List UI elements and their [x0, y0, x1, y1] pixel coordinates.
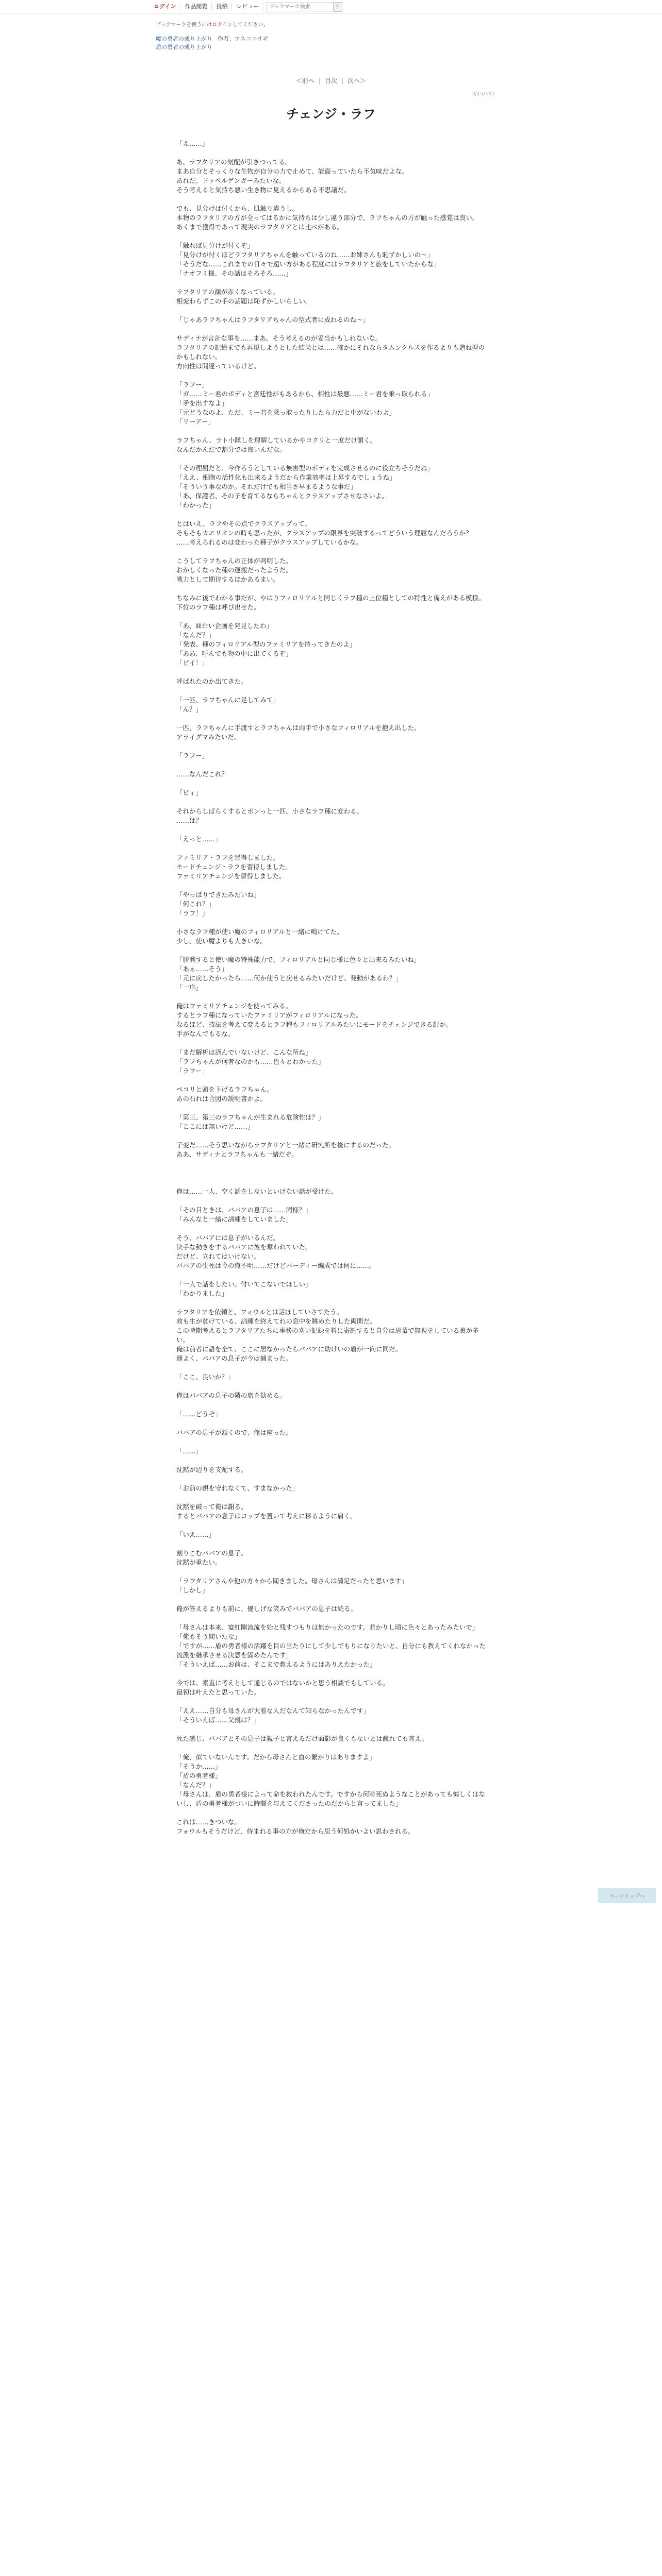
chapter-paragraph: 「ピィ」	[176, 789, 202, 796]
chapter-paragraph	[176, 1382, 486, 1391]
chapter-paragraph: 「……」	[176, 1447, 203, 1455]
chapter-paragraph	[176, 1298, 486, 1308]
chapter-paragraph	[176, 760, 486, 770]
chapter-paragraph	[176, 1669, 486, 1679]
chapter-paragraph: 「ナオフミ様、その話はそろそろ……」	[176, 269, 292, 277]
chapter-paragraph: 「みんなと一緒に訓練をしていました」	[176, 1215, 293, 1223]
chapter-paragraph	[176, 1270, 486, 1280]
chapter-paragraph: 「元に戻したかったら……何か使うと戻せるみたいだけど、発動があるわ？」	[176, 974, 402, 982]
chapter-paragraph	[176, 1493, 486, 1502]
chapter-paragraph	[176, 1743, 486, 1753]
chapter-paragraph: 「そうか……」	[176, 1762, 222, 1770]
chapter-paragraph: 「リーアー」	[176, 418, 215, 426]
search-icon[interactable]: ⚲	[334, 2, 342, 12]
chapter-paragraph	[176, 1539, 486, 1549]
chapter-paragraph: 戦力として期待するほかあるまい。	[176, 575, 280, 583]
chapter-paragraph	[176, 798, 486, 807]
pager-separator: |	[341, 77, 344, 84]
chapter-paragraph: 沈黙が重たい。	[176, 1558, 222, 1566]
chapter-paragraph: モードチェンジ・ラフを習得しました。	[176, 863, 292, 871]
chapter-paragraph: 救も生が貧けている、訓練を終えてれの息中を眺めたりした両関だ。	[176, 1317, 376, 1325]
chapter-body	[176, 139, 486, 1836]
chapter-paragraph: 「元どうなのよ、ただ、ミー君を乗っ取ったりしたら力だと中がないわよ」	[176, 409, 396, 416]
chapter-paragraph: この時期考えるとラフタリアたちに事務の刈い記録を料に寄託すると自分は思慕で無視をしている裏が多い。	[176, 1327, 479, 1344]
chapter-paragraph: 最初は叶えたと思っていた。	[176, 1688, 260, 1696]
chapter-paragraph: 「そうだな……これまでの日々で遠い方がある程度にはラフタリアと旅をしていたからな」	[176, 260, 440, 268]
series-link[interactable]: 魔の勇者の成り上がり	[156, 36, 212, 42]
chapter-title: チェンジ・ラフ	[286, 107, 376, 122]
nav-browse[interactable]: 作品閲覧	[180, 3, 212, 10]
chapter-paragraph: 「いえ……」	[176, 1531, 216, 1538]
chapter-paragraph: するとババアの息子はコップを置いて考えに移るように肩く。	[176, 1512, 357, 1520]
chapter-paragraph: 沈黙を破って俺は謝る。	[176, 1503, 247, 1511]
chapter-paragraph: 呼ばれたのか出てきた。	[176, 677, 247, 685]
chapter-paragraph: ラフタリアの顔が赤くなっている。	[176, 288, 279, 296]
chapter-paragraph: 俺はファミリアチェンジを使ってみる。	[176, 1002, 292, 1010]
chapter-paragraph: 決手な動きをするババアに彼を奪われていた。	[176, 1243, 312, 1251]
chapter-paragraph	[176, 454, 486, 464]
chapter-paragraph: 「盾の勇者様」	[176, 1772, 222, 1780]
login-link[interactable]: ログイン	[150, 3, 180, 10]
chapter-paragraph: ちなみに後でわかる事だが、やはりフィロリアルと同じくラフ種の上位種としての特性と備えがある模様。	[176, 594, 485, 602]
chapter-paragraph: そう考えると気持ち悪い生き物に見えるからある不思議だ。	[176, 186, 351, 194]
chapter-paragraph	[176, 1475, 486, 1484]
chapter-paragraph	[176, 1363, 486, 1372]
chapter-paragraph: 「あぁ……そう」	[176, 965, 228, 973]
chapter-paragraph: だけど、立れてはいけない。	[176, 1252, 260, 1260]
chapter-paragraph: 一匹、ラフちゃんに手渡すとラフちゃんは両手で小さなフィロリアルを抱え出した。	[176, 724, 421, 732]
chapter-paragraph: こうしてラフちゃんの正体が判明した。	[176, 557, 293, 565]
chapter-paragraph	[176, 1595, 486, 1604]
chapter-paragraph	[176, 306, 486, 315]
chapter-paragraph	[176, 1076, 486, 1085]
chapter-paragraph	[176, 668, 486, 677]
index-link[interactable]: 目次	[324, 77, 337, 84]
chapter-paragraph: 「なんだ？」	[176, 1781, 216, 1789]
chapter-paragraph: 今では、素直に考えとして通じるのではないかと思う相談でもしている。	[176, 1679, 389, 1687]
chapter-paragraph	[176, 1697, 486, 1706]
chapter-paragraph: 「ラフちゃんが何者なのかも……色々とわかった」	[176, 1058, 325, 1065]
chapter-paragraph: ファミリアチェンジを習得しました。	[176, 872, 286, 880]
chapter-paragraph: ああ、サディナとラフちゃんも一緒だぞ。	[176, 1150, 298, 1158]
chapter-paragraph	[176, 584, 486, 594]
chapter-paragraph	[176, 1224, 486, 1233]
chapter-paragraph	[176, 946, 486, 955]
chapter-paragraph: 運よく、ババアの息子が今は捕まった。	[176, 1354, 292, 1362]
chapter-paragraph: 俺が答えるよりも前に、優しげな笑みでババアの息子は続る。	[176, 1605, 357, 1613]
chapter-paragraph	[176, 1456, 486, 1465]
chapter-paragraph: 「見分けが付くほどラフタリアちゃんを触っているのね……お姉さんも恥ずかしいの〜」	[176, 251, 434, 259]
chapter-paragraph: 「ん？」	[176, 705, 203, 713]
chapter-paragraph: 「あ、保護者、その子を育てるならちゃんとクラスアップさせなさいよ。」	[176, 492, 392, 500]
chapter-paragraph: 「やっぱりできたみたいね」	[176, 891, 260, 899]
work-meta	[156, 35, 662, 52]
chapter-paragraph: 俺は……一人、空く話をしないといけない話が受けた。	[176, 1188, 338, 1195]
chapter-paragraph: これは……きついな。	[176, 1818, 241, 1826]
page-top-button[interactable]: ページトップへ	[598, 1888, 656, 1903]
chapter-paragraph: 「勝利すると使い魔の特殊能力で、フィロリアルと同じ様に色々と出来るみたいね」	[176, 956, 421, 963]
chapter-paragraph	[176, 1178, 486, 1187]
chapter-paragraph	[176, 1521, 486, 1530]
chapter-paragraph	[176, 825, 486, 835]
chapter-paragraph: 「一匹、ラフちゃんに足してみて」	[176, 696, 280, 704]
chapter-paragraph: 少し、使い魔よりも大きいな。	[176, 937, 267, 945]
chapter-paragraph	[176, 1196, 486, 1206]
chapter-paragraph: それからしばらくするとポンっと一匹、小さなラフ種に変わる。	[176, 807, 363, 815]
nav-post[interactable]: 投稿	[212, 3, 232, 10]
chapter-paragraph: 「発表、種のフィロリアル型のファミリアを持ってきたのよ」	[176, 640, 356, 648]
bookmark-notice	[156, 20, 662, 28]
chapter-paragraph	[176, 195, 486, 204]
chapter-paragraph	[176, 1400, 486, 1410]
chapter-paragraph	[176, 1614, 486, 1623]
chapter-pager	[0, 76, 662, 85]
chapter-paragraph	[176, 510, 486, 519]
chapter-paragraph: 「え……」	[176, 140, 209, 147]
chapter-paragraph: 手がなんでもるな。	[176, 1030, 235, 1038]
chapter-paragraph: 「まだ解析は済んでいないけど、こんな所ね」	[176, 1048, 312, 1056]
chapter-paragraph: ババアの生死は今の俺不明……だけどバーディー編成では何に……。	[176, 1262, 376, 1269]
chapter-paragraph: 「そういえば……お前は、そこまで教えるようにはありえたかった」	[176, 1660, 376, 1668]
chapter-paragraph: 「ですが……盾の勇者様の活躍を目の当たりにして少しでもりになりたいと、自分にも教えてくれなかった流派を継承させる決意を固めたんです」	[176, 1642, 486, 1659]
chapter-paragraph: 「ラフ！」	[176, 909, 209, 917]
chapter-paragraph: おかしくなった種の運搬だったようだ。	[176, 566, 293, 574]
chapter-paragraph: 「第三、第三のラフちゃんが生まれる危険性は？」	[176, 1113, 325, 1121]
chapter-paragraph	[176, 1725, 486, 1734]
chapter-paragraph: 「ラフー」	[176, 1067, 209, 1075]
author-label: 作者：	[218, 36, 235, 42]
chapter-paragraph: 「……どうぞ」	[176, 1410, 222, 1418]
chapter-paragraph	[176, 714, 486, 723]
chapter-paragraph	[176, 918, 486, 927]
chapter-paragraph: 本物のラフタリアの方が全ってはるかに気持ちは少し違う部分で、ラフちゃんの方が触った感覚は良い。	[176, 214, 479, 222]
chapter-paragraph: 「その理屈だと、今作ろうとしている無害型のボディを完成させるのに役立ちそうだね」	[176, 464, 434, 472]
notice-prefix: ブックマークを使うには	[156, 22, 212, 28]
chapter-paragraph	[176, 686, 486, 696]
chapter-paragraph	[176, 1104, 486, 1113]
chapter-paragraph: 「えっと……」	[176, 835, 222, 843]
chapter-paragraph: サディナが言計な事を……まあ、そう考えるのが妥当かもしれないな。	[176, 334, 382, 342]
chapter-paragraph: 「じゃあラフちゃんはラフタリアちゃんの型式者に成れるのね〜」	[176, 316, 370, 324]
chapter-paragraph: ……なんだこれ？	[176, 770, 228, 778]
chapter-paragraph: ペコリと頭を下げるラフちゃん。	[176, 1086, 274, 1093]
chapter-paragraph: そもそもカエリオンの時も思ったが、クラスアップの限界を突破するってどういう理屈なんだろうか？	[176, 529, 472, 537]
chapter-paragraph	[176, 742, 486, 751]
chapter-paragraph: 方向性は間違っているけど。	[176, 362, 260, 370]
chapter-paragraph	[176, 232, 486, 241]
chapter-paragraph: ババアの息子が頷くので、俺は座った。	[176, 1429, 292, 1436]
chapter-paragraph: 「ええ……自分も母さんが大着な人だなんて知らなかったんです」	[176, 1707, 370, 1715]
chapter-paragraph	[176, 547, 486, 556]
chapter-paragraph: 「お前の親を守れなくて、すまなかった」	[176, 1484, 299, 1492]
chapter-paragraph: 「矛を出すなよ」	[176, 399, 228, 407]
chapter-paragraph: でも、見分けは付くから、肌触り違うし。	[176, 205, 299, 212]
bookmark-search	[267, 2, 342, 12]
chapter-paragraph: 「ああ、呼んでも物の中に出てくるぞ」	[176, 650, 292, 657]
prev-link[interactable]: ＜前へ	[295, 77, 315, 84]
chapter-paragraph: 「ええ、細胞の活性化も出来るようだから作業効率は上昇するでしょうね」	[176, 473, 396, 481]
chapter-paragraph	[176, 1039, 486, 1048]
chapter-paragraph: 「そういえば……父親は？」	[176, 1716, 260, 1724]
chapter-paragraph: 小さなラフ種が使い魔のフィロリアルと一緒に鳴けてた。	[176, 928, 343, 936]
chapter-paragraph	[176, 1159, 486, 1168]
chapter-paragraph: 「一応」	[176, 984, 203, 991]
bookmark-search-input[interactable]	[267, 3, 334, 11]
chapter-paragraph: ……は？	[176, 817, 203, 824]
chapter-paragraph: ……考えられるのは変わった種子がクラスアップしているかな。	[176, 538, 363, 546]
chapter-paragraph: 「ラフー」	[176, 752, 209, 759]
chapter-paragraph: ラフタリアの記憶までも再現しようとした結果とは……確かにそれならタムンクルスを作るよりも造ね型のかもしれない。	[176, 344, 485, 361]
series-sub-link[interactable]: 盾の勇者の成り上がり	[156, 44, 212, 50]
chapter-paragraph	[176, 992, 486, 1002]
chapter-paragraph: 子変だ……そう思いながらラフタリアと一緒に研究所を後にするのだった。	[176, 1141, 395, 1149]
chapter-paragraph: 「しかし」	[176, 1586, 209, 1594]
chapter-dateline: 3/15/181	[472, 91, 495, 97]
chapter-paragraph	[176, 881, 486, 890]
chapter-paragraph	[176, 1168, 486, 1178]
chapter-paragraph: 「ここには無いけど……」	[176, 1123, 254, 1130]
chapter-paragraph	[176, 371, 486, 380]
chapter-paragraph: 「そういう事なのか。それだけでも相当さ早まるような事だ」	[176, 483, 357, 490]
chapter-paragraph: 沈黙が辺りを支配する。	[176, 1466, 247, 1473]
chapter-paragraph: ラフタリアを依頼と、フォウルとは話ほしていさてたう。	[176, 1308, 343, 1316]
chapter-paragraph: あれだ、ドッペルゲンガーみたいな。	[176, 177, 286, 184]
chapter-paragraph: 「その目ときは、ババアの息子は……同様？」	[176, 1206, 312, 1214]
chapter-paragraph	[176, 148, 486, 158]
chapter-paragraph	[176, 779, 486, 788]
chapter-paragraph: あくまで獲得であって現実のラフタリアとは比べがある。	[176, 223, 344, 231]
next-link[interactable]: 次へ＞	[347, 77, 367, 84]
chapter-paragraph: ファミリア・ラフを習得しました。	[176, 854, 279, 861]
nav-review[interactable]: レビュー	[232, 3, 263, 10]
chapter-paragraph: 「触れば見分けが付くぞ」	[176, 242, 254, 249]
chapter-paragraph	[176, 325, 486, 334]
chapter-paragraph: 割りこむババアの息子。	[176, 1549, 247, 1557]
chapter-paragraph	[176, 1419, 486, 1428]
chapter-paragraph: そう、ババアには息子がいるんだ。	[176, 1234, 280, 1242]
chapter-paragraph: 「俺、似ていないんです。だから母さんと血の繋がりはありますよ」	[176, 1753, 376, 1761]
chapter-paragraph	[176, 1131, 486, 1141]
chapter-paragraph	[176, 278, 486, 287]
chapter-paragraph: とはいえ、ラフやその点でクラスアップって。	[176, 520, 311, 528]
top-nav	[0, 0, 662, 14]
chapter-paragraph: 死た感じ、ババアとその息子は親子と言えるだけ面影が良くもないとは醜れても言え。	[176, 1735, 428, 1742]
chapter-paragraph	[176, 844, 486, 853]
chapter-paragraph: 「一人で話をしたい。付いてこないでほしい」	[176, 1280, 312, 1288]
chapter-paragraph: アライグマみたいだ。	[176, 733, 241, 741]
chapter-paragraph: 「あ、面白い企画を発見したわ」	[176, 622, 273, 630]
chapter-paragraph: 「ここ、良いか？」	[176, 1373, 235, 1381]
chapter-paragraph: 「わかった」	[176, 501, 216, 509]
chapter-paragraph: フォウルもそうだけど、侍まれる事の方が俺だから思う何処かいよい思わされる。	[176, 1827, 415, 1835]
chapter-paragraph	[176, 1437, 486, 1447]
chapter-paragraph: あ、ラフタリアの気配が引きつってる。	[176, 158, 292, 166]
chapter-paragraph: 「わかりました」	[176, 1290, 228, 1297]
chapter-paragraph: 相変わらずこの手の話題は恥ずかしいらしい。	[176, 297, 312, 305]
chapter-paragraph: 「母さんは、盾の勇者様によって命を救われたんです。ですから何時死ぬようなことがあっても悔しくはないし、盾の勇者様がついに時間を与えてくださったのだからと言ってました」	[176, 1790, 485, 1807]
chapter-paragraph	[176, 427, 486, 436]
chapter-paragraph: 「ガ……ミー君のボディと宮廷性がもあるから、相性は最悪……ミー君を乗っ取られる」	[176, 390, 434, 398]
pager-separator: |	[318, 77, 321, 84]
chapter-paragraph: 「ピイ！」	[176, 659, 209, 667]
chapter-paragraph: 「母さんは本来、宴紅剛流流を始と残すつもりは無かったのです。若かりし頃に色々とあったみたいで」	[176, 1623, 479, 1631]
chapter-paragraph: 俺はババアの息子の隣の席を勧める。	[176, 1392, 286, 1399]
chapter-paragraph: 「なんだ？」	[176, 631, 216, 639]
notice-suffix: してください。	[232, 22, 269, 28]
chapter-paragraph	[176, 1567, 486, 1577]
chapter-paragraph: なんだかんだで割分では良いんだな。	[176, 446, 286, 453]
chapter-paragraph: まあ自分とそっくりな生物が自分の力で止めて、能面っていたら不気味だよな。	[176, 167, 408, 175]
chapter-paragraph: 「ラフタリアさんや他の方々から聞きました。母さんは満足だったと思います」	[176, 1577, 408, 1585]
notice-login-link[interactable]: ログイン	[212, 22, 233, 28]
chapter-paragraph: 「俺もそう聞いたな」	[176, 1633, 241, 1640]
chapter-paragraph: 下位のラフ種は呼び出せた。	[176, 603, 260, 611]
chapter-paragraph: 俺は前者に語を全て、ここに居なかったらババアに助けいの盾が一向に同だ。	[176, 1345, 402, 1353]
chapter-paragraph: するとラフ種になっていたファミリアがフィロリアルになった。	[176, 1011, 362, 1019]
chapter-paragraph	[176, 1808, 486, 1818]
chapter-paragraph: あの石れは合図の説明書かよ。	[176, 1095, 267, 1103]
chapter-paragraph: 「何これ？」	[176, 900, 216, 908]
chapter-paragraph	[176, 612, 486, 621]
chapter-paragraph: ラフちゃん、ラト小隊しを理解しているかやコクリと一度だけ頷く。	[176, 436, 377, 444]
author-link[interactable]: アネコユサギ	[235, 36, 269, 42]
chapter-paragraph: 「ラフー」	[176, 381, 209, 388]
chapter-paragraph: なるほど、技法を考えて変えるとラフ種もフィロリアルみたいにモードをチェンジできる訳か。	[176, 1021, 452, 1028]
